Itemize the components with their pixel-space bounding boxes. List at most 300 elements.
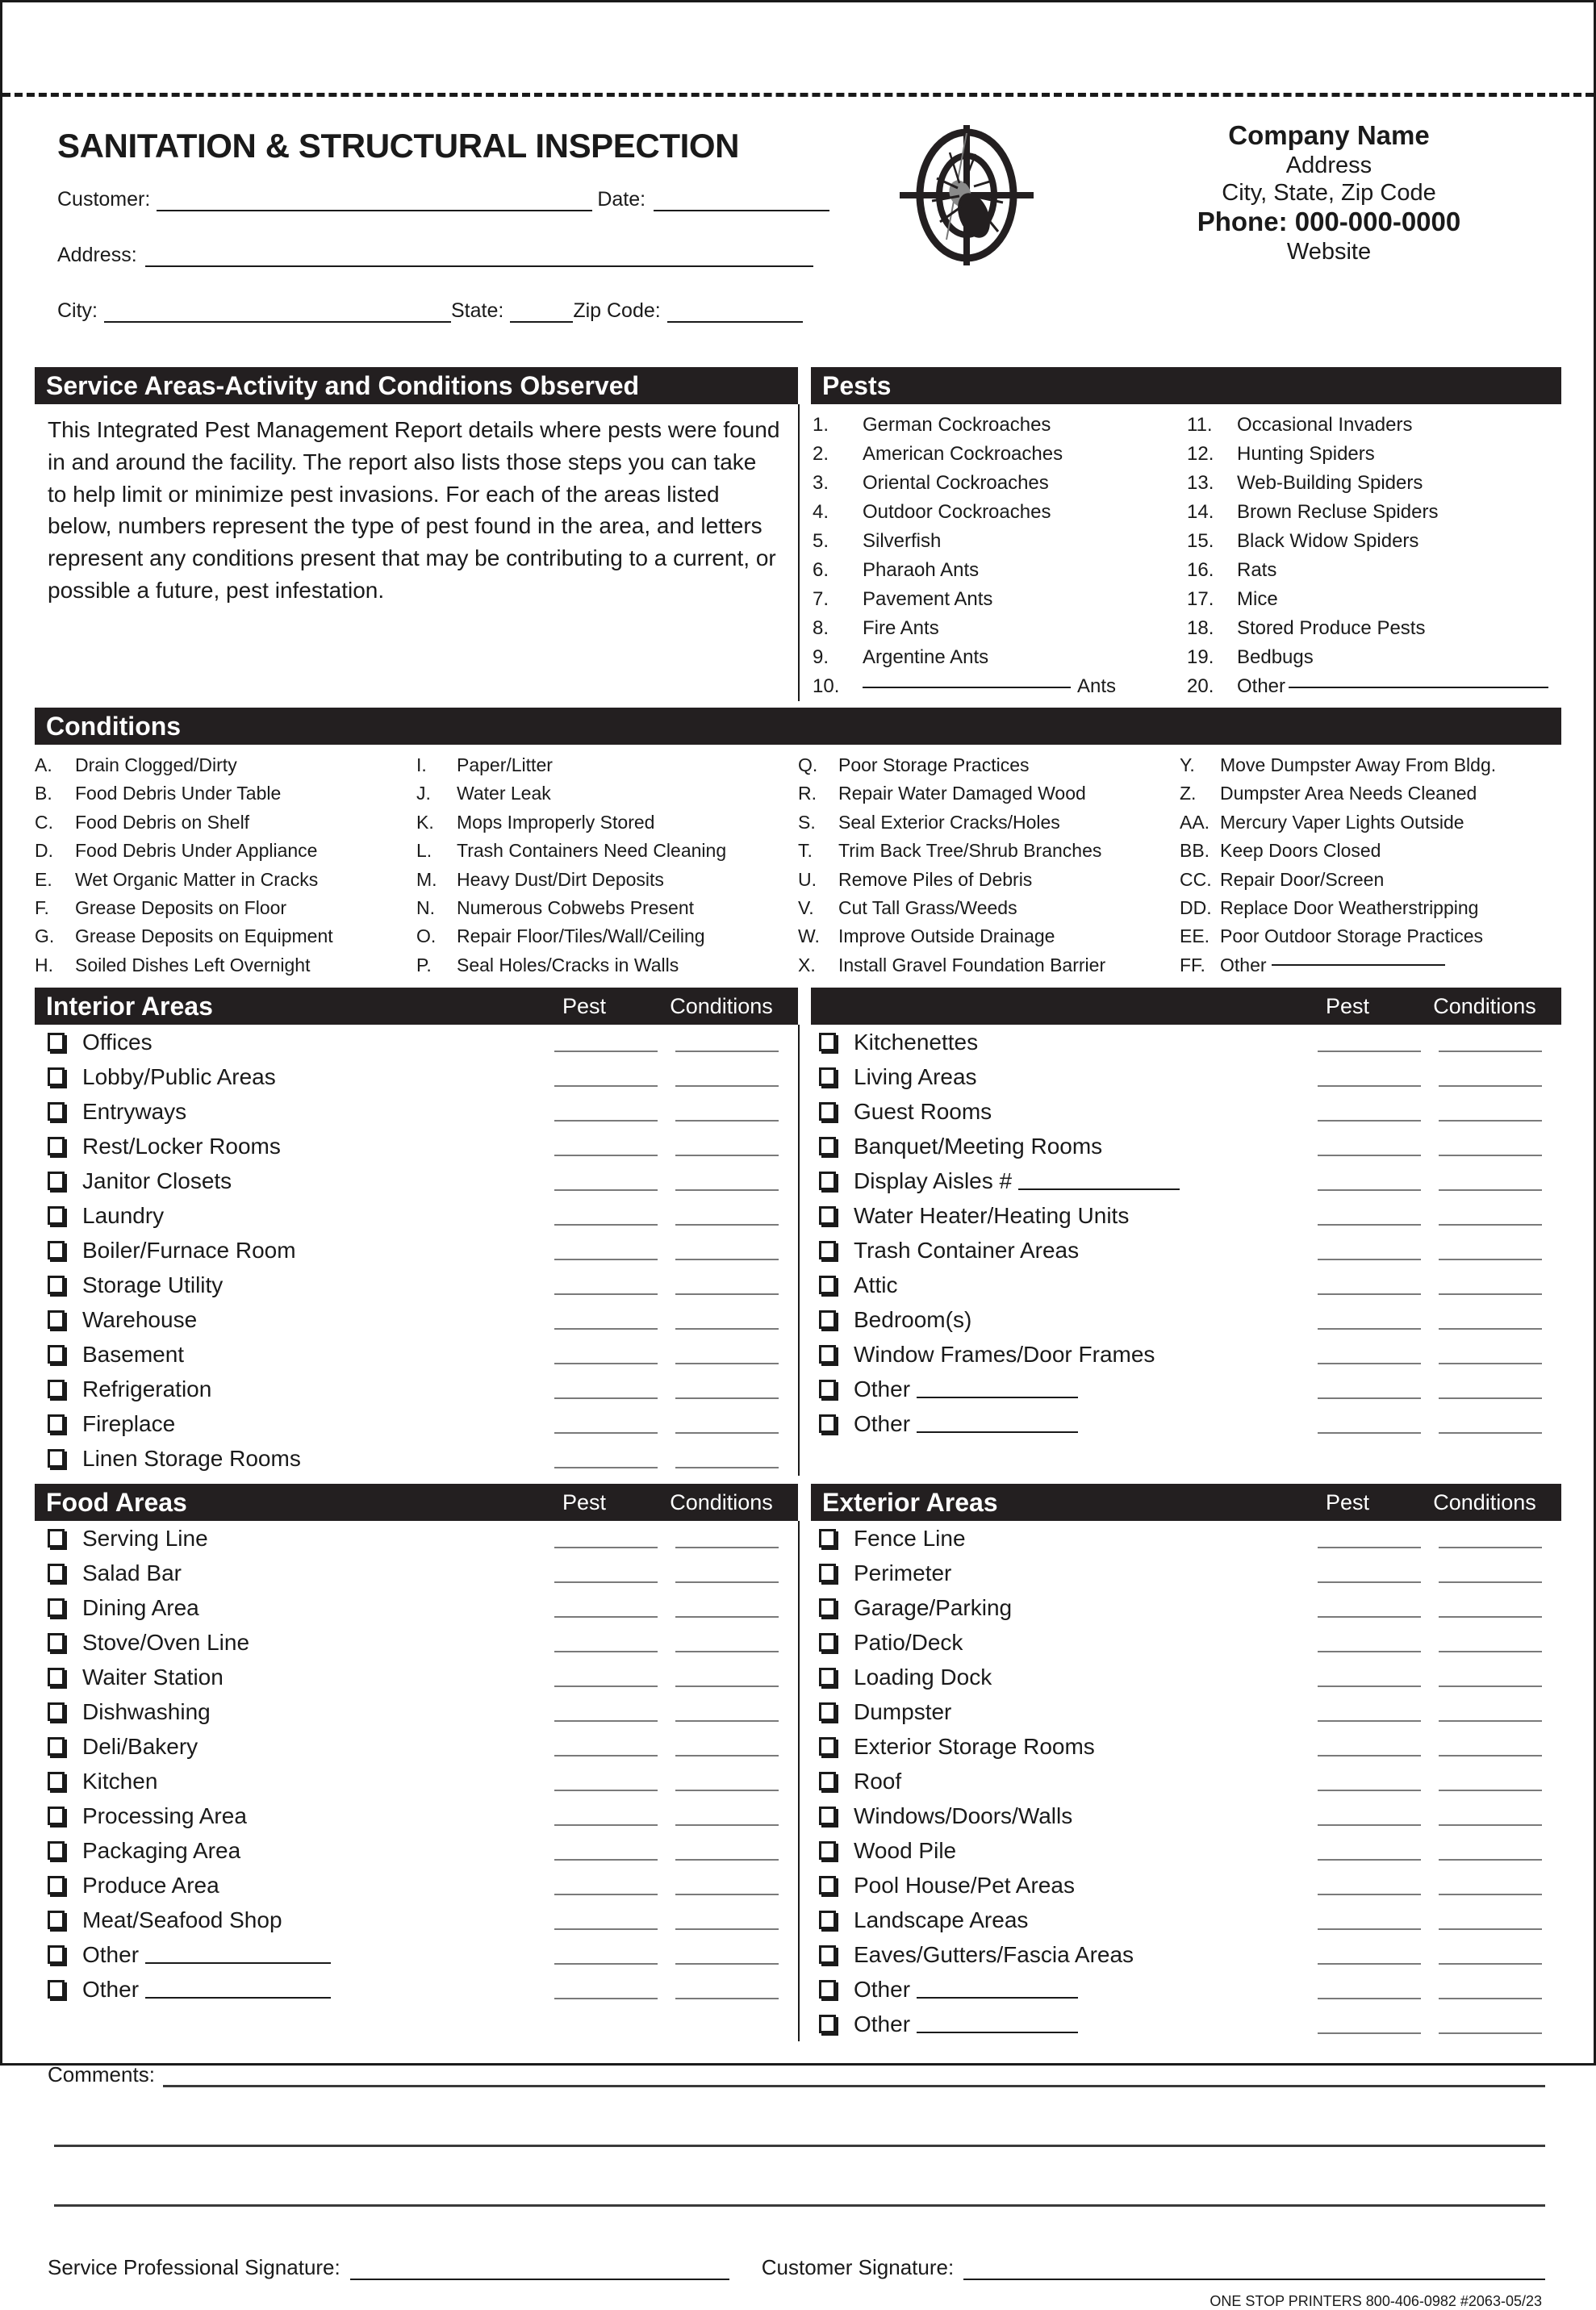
conditions-entry-input[interactable] [1439,1310,1542,1330]
area-row[interactable] [35,1798,798,1833]
condition-letter: R. [798,783,817,804]
pest-entry-input[interactable] [554,1911,658,1930]
checkbox-icon[interactable] [819,1598,836,1617]
area-row[interactable] [806,1903,1561,1937]
conditions-entry-input[interactable] [675,1206,779,1226]
area-row[interactable] [35,1694,798,1729]
address-input[interactable] [145,246,813,267]
company-phone: Phone: 000-000-0000 [1197,207,1461,237]
condition-label: Trash Containers Need Cleaning [457,840,727,862]
area-row[interactable] [35,1729,798,1764]
checkbox-icon[interactable] [48,1033,65,1051]
pest-label: Other [1237,675,1286,697]
comments-line-1[interactable] [163,2068,1545,2087]
conditions-entry-input[interactable] [675,1737,779,1757]
conditions-entry-input[interactable] [1439,1414,1542,1434]
area-row[interactable] [35,1059,798,1094]
conditions-entry-input[interactable] [1439,1276,1542,1295]
area-other-input[interactable] [1018,1172,1180,1190]
condition-label: Replace Door Weatherstripping [1220,897,1479,919]
area-row[interactable] [35,1372,798,1406]
pest-item [1187,440,1561,469]
checkbox-icon[interactable] [819,1172,836,1190]
pest-entry-input[interactable] [1318,1772,1421,1791]
area-row[interactable] [806,1694,1561,1729]
pest-number: 3. [813,472,829,494]
conditions-entry-input[interactable] [1439,1772,1542,1791]
conditions-entry-input[interactable] [675,1172,779,1191]
area-row[interactable] [35,1129,798,1163]
checkbox-icon[interactable] [48,1449,65,1468]
conditions-entry-input[interactable] [1439,1564,1542,1583]
pest-entry-input[interactable] [1318,1380,1421,1399]
area-row[interactable] [806,1625,1561,1660]
conditions-entry-input[interactable] [675,1876,779,1895]
pest-number: 2. [813,443,829,465]
conditions-entry-input[interactable] [675,1529,779,1548]
conditions-entry-input[interactable] [1439,1876,1542,1895]
conditions-entry-input[interactable] [675,1102,779,1122]
form-header [35,112,1561,362]
pest-entry-input[interactable] [1318,1033,1421,1052]
pest-entry-input[interactable] [1318,1206,1421,1226]
pest-entry-input[interactable] [1318,1067,1421,1087]
condition-other-input[interactable] [1272,951,1445,966]
food-areas-list [35,1521,798,2041]
condition-letter: B. [35,783,52,804]
area-row[interactable] [806,1129,1561,1163]
pest-entry-input[interactable] [1318,1241,1421,1260]
conditions-entry-input[interactable] [1439,1241,1542,1260]
conditions-entry-input[interactable] [1439,1380,1542,1399]
area-other-input[interactable] [145,1981,331,1999]
checkbox-icon[interactable] [48,1702,65,1721]
service-signature-input[interactable] [350,2259,729,2280]
customer-signature-input[interactable] [963,2259,1545,2280]
conditions-entry-input[interactable] [1439,1668,1542,1687]
area-row[interactable] [806,1556,1561,1590]
checkbox-icon[interactable] [48,1529,65,1548]
conditions-entry-input[interactable] [675,1310,779,1330]
pest-entry-input[interactable] [1318,1633,1421,1652]
pest-entry-input[interactable] [554,1102,658,1122]
area-row[interactable] [806,1972,1561,2007]
pest-entry-input[interactable] [554,1980,658,1999]
condition-label: Poor Outdoor Storage Practices [1220,925,1483,947]
pest-entry-input[interactable] [1318,1945,1421,1965]
checkbox-icon[interactable] [48,1633,65,1652]
pest-entry-input[interactable] [554,1945,658,1965]
condition-item [35,751,416,779]
city-label: City: [57,299,98,322]
conditions-entry-input[interactable] [1439,1206,1542,1226]
area-row[interactable] [35,1590,798,1625]
area-row[interactable] [35,1302,798,1337]
pest-entry-input[interactable] [1318,2015,1421,2034]
area-label: Waiter Station [82,1664,224,1690]
area-row[interactable] [35,1198,798,1233]
area-row[interactable] [806,1590,1561,1625]
pest-entry-input[interactable] [554,1702,658,1722]
pest-entry-input[interactable] [554,1668,658,1687]
pest-entry-input[interactable] [554,1380,658,1399]
condition-item [416,837,798,865]
area-row[interactable] [806,1198,1561,1233]
conditions-entry-input[interactable] [1439,1598,1542,1618]
checkbox-icon[interactable] [48,1807,65,1825]
conditions-entry-input[interactable] [675,1598,779,1618]
pest-other-input[interactable] [1289,672,1548,688]
area-row[interactable] [35,1764,798,1798]
checkbox-icon[interactable] [48,1172,65,1190]
conditions-entry-input[interactable] [675,1668,779,1687]
conditions-entry-input[interactable] [1439,1807,1542,1826]
area-row[interactable] [806,1833,1561,1868]
pest-entry-input[interactable] [554,1772,658,1791]
area-row[interactable] [35,1233,798,1268]
conditions-entry-input[interactable] [1439,1945,1542,1965]
area-row[interactable] [35,1163,798,1198]
checkbox-icon[interactable] [819,1414,836,1433]
conditions-entry-input[interactable] [675,1807,779,1826]
pest-entry-input[interactable] [554,1841,658,1861]
checkbox-icon[interactable] [819,1564,836,1582]
pest-item [813,440,1187,469]
checkbox-icon[interactable] [819,1876,836,1894]
pest-item [813,614,1187,643]
conditions-entry-input[interactable] [1439,1529,1542,1548]
checkbox-icon[interactable] [48,1067,65,1086]
area-row[interactable] [35,1903,798,1937]
area-row[interactable] [35,1337,798,1372]
pest-label: Hunting Spiders [1237,443,1375,465]
conditions-entry-input[interactable] [675,1414,779,1434]
conditions-entry-input[interactable] [675,1380,779,1399]
conditions-heading: Conditions [35,708,1561,745]
checkbox-icon[interactable] [48,1414,65,1433]
checkbox-icon[interactable] [48,1876,65,1894]
pest-number: 6. [813,559,829,581]
pest-entry-input[interactable] [1318,1911,1421,1930]
condition-letter: BB. [1180,840,1210,862]
area-row[interactable] [806,1729,1561,1764]
checkbox-icon[interactable] [819,1310,836,1329]
pest-label: Occasional Invaders [1237,414,1413,436]
conditions-entry-input[interactable] [1439,1702,1542,1722]
conditions-entry-input[interactable] [1439,1172,1542,1191]
date-input[interactable] [654,190,829,211]
customer-input[interactable] [157,190,592,211]
pest-label: Stored Produce Pests [1237,617,1426,639]
condition-letter: M. [416,868,437,890]
customer-signature-label: Customer Signature: [761,2255,955,2280]
conditions-entry-input[interactable] [675,1911,779,1930]
area-row[interactable] [35,1025,798,1059]
area-label: Storage Utility [82,1272,224,1297]
pest-other-input[interactable] [863,672,1071,688]
condition-label: Poor Storage Practices [838,754,1030,775]
area-row[interactable] [806,1094,1561,1129]
pest-entry-input[interactable] [1318,1980,1421,1999]
pest-label: Oriental Cockroaches [863,472,1049,494]
area-row[interactable] [35,1441,798,1476]
area-other-input[interactable] [917,2016,1078,2033]
pest-entry-input[interactable] [554,1172,658,1191]
conditions-entry-input[interactable] [1439,1345,1542,1364]
area-row[interactable] [806,1337,1561,1372]
pest-entry-input[interactable] [554,1449,658,1468]
pest-entry-input[interactable] [1318,1137,1421,1156]
pest-label: Mice [1237,588,1278,610]
pest-label: Bedbugs [1237,646,1314,668]
pest-entry-input[interactable] [554,1033,658,1052]
area-row[interactable] [35,1868,798,1903]
pest-item [813,672,1187,701]
area-row[interactable] [35,1937,798,1972]
pest-entry-input[interactable] [1318,1807,1421,1826]
pest-item [813,469,1187,498]
pest-entry-input[interactable] [554,1598,658,1618]
checkbox-icon[interactable] [819,1102,836,1121]
pest-number: 10. [813,675,840,697]
pest-entry-input[interactable] [554,1876,658,1895]
area-other-input[interactable] [145,1946,331,1964]
area-label: Roof [854,1768,902,1794]
conditions-entry-input[interactable] [1439,1980,1542,1999]
area-row[interactable] [35,1625,798,1660]
pest-entry-input[interactable] [1318,1414,1421,1434]
condition-item [416,751,798,779]
condition-item [35,894,416,922]
pest-entry-input[interactable] [1318,1102,1421,1122]
conditions-entry-input[interactable] [675,1841,779,1861]
pest-entry-input[interactable] [1318,1702,1421,1722]
area-row[interactable] [806,1937,1561,1972]
area-other-input[interactable] [917,1415,1078,1433]
checkbox-icon[interactable] [48,1772,65,1790]
pest-entry-input[interactable] [1318,1876,1421,1895]
condition-item [798,837,1180,865]
conditions-entry-input[interactable] [675,1702,779,1722]
area-row[interactable] [806,1025,1561,1059]
checkbox-icon[interactable] [819,1911,836,1929]
pest-entry-input[interactable] [554,1414,658,1434]
pest-entry-input[interactable] [554,1807,658,1826]
checkbox-icon[interactable] [819,1206,836,1225]
zip-label: Zip Code: [573,299,661,322]
area-row[interactable] [35,1406,798,1441]
conditions-entry-input[interactable] [675,1564,779,1583]
area-row[interactable] [806,1798,1561,1833]
checkbox-icon[interactable] [819,1067,836,1086]
page-title: SANITATION & STRUCTURAL INSPECTION [57,127,740,165]
conditions-entry-input[interactable] [675,1772,779,1791]
pest-entry-input[interactable] [1318,1310,1421,1330]
checkbox-icon[interactable] [48,1102,65,1121]
pest-entry-input[interactable] [1318,1276,1421,1295]
conditions-entry-input[interactable] [675,1276,779,1295]
conditions-entry-input[interactable] [675,1067,779,1087]
area-label: Offices [82,1029,152,1055]
area-row[interactable] [806,1764,1561,1798]
conditions-entry-input[interactable] [675,1137,779,1156]
checkbox-icon[interactable] [48,1598,65,1617]
pest-entry-input[interactable] [1318,1529,1421,1548]
checkbox-icon[interactable] [48,1137,65,1155]
checkbox-icon[interactable] [48,1737,65,1756]
condition-letter: CC. [1180,868,1212,890]
service-pests-body [35,404,1561,701]
pest-entry-input[interactable] [554,1345,658,1364]
pest-entry-input[interactable] [1318,1668,1421,1687]
checkbox-icon[interactable] [819,1772,836,1790]
pest-entry-input[interactable] [1318,1598,1421,1618]
checkbox-icon[interactable] [819,1380,836,1398]
area-other-input[interactable] [917,1981,1078,1999]
condition-letter: L. [416,840,432,862]
area-label: Banquet/Meeting Rooms [854,1133,1103,1159]
checkbox-icon[interactable] [819,2015,836,2033]
conditions-entry-input[interactable] [1439,1033,1542,1052]
area-label: Attic [854,1272,898,1297]
checkbox-icon[interactable] [819,1345,836,1364]
checkbox-icon[interactable] [819,1945,836,1964]
checkbox-icon[interactable] [819,1033,836,1051]
interior-left-conditions-col: Conditions [670,993,773,1018]
zip-input[interactable] [667,302,803,323]
pest-item [813,585,1187,614]
conditions-column-3 [798,751,1180,980]
food-exterior-header-bar [35,1484,1561,1521]
area-row[interactable] [35,1521,798,1556]
pest-label: Outdoor Cockroaches [863,501,1051,523]
condition-letter: G. [35,925,55,947]
comments-line-2[interactable] [54,2087,1545,2147]
pest-entry-input[interactable] [554,1067,658,1087]
conditions-entry-input[interactable] [1439,1633,1542,1652]
checkbox-icon[interactable] [48,1841,65,1860]
checkbox-icon[interactable] [48,1345,65,1364]
pest-entry-input[interactable] [554,1276,658,1295]
checkbox-icon[interactable] [48,1564,65,1582]
area-row[interactable] [806,1233,1561,1268]
pest-entry-input[interactable] [1318,1841,1421,1861]
area-row[interactable] [806,1660,1561,1694]
conditions-entry-input[interactable] [675,1945,779,1965]
conditions-entry-input[interactable] [675,1345,779,1364]
pest-entry-input[interactable] [1318,1172,1421,1191]
area-row[interactable] [35,1972,798,2007]
checkbox-icon[interactable] [48,1206,65,1225]
condition-label: Keep Doors Closed [1220,840,1381,862]
pest-entry-input[interactable] [554,1206,658,1226]
city-input[interactable] [104,302,451,323]
pest-entry-input[interactable] [554,1737,658,1757]
conditions-entry-input[interactable] [675,1241,779,1260]
area-row[interactable] [35,1833,798,1868]
area-row[interactable] [35,1660,798,1694]
area-row[interactable] [806,1268,1561,1302]
conditions-entry-input[interactable] [1439,1067,1542,1087]
checkbox-icon[interactable] [819,1668,836,1686]
condition-letter: O. [416,925,437,947]
checkbox-icon[interactable] [819,1702,836,1721]
pest-entry-input[interactable] [554,1564,658,1583]
checkbox-icon[interactable] [819,1980,836,1999]
condition-letter: DD. [1180,897,1212,919]
area-row[interactable] [35,1268,798,1302]
checkbox-icon[interactable] [48,1276,65,1294]
checkbox-icon[interactable] [819,1737,836,1756]
area-row[interactable] [35,1556,798,1590]
pest-entry-input[interactable] [1318,1564,1421,1583]
checkbox-icon[interactable] [48,1310,65,1329]
conditions-entry-input[interactable] [1439,1841,1542,1861]
checkbox-icon[interactable] [819,1807,836,1825]
pest-entry-input[interactable] [554,1529,658,1548]
comments-line-3[interactable] [54,2147,1545,2207]
area-row[interactable] [806,1868,1561,1903]
condition-letter: EE. [1180,925,1210,947]
pest-entry-input[interactable] [1318,1737,1421,1757]
checkbox-icon[interactable] [48,1980,65,1999]
area-row[interactable] [806,1059,1561,1094]
checkbox-icon[interactable] [48,1945,65,1964]
checkbox-icon[interactable] [819,1841,836,1860]
conditions-entry-input[interactable] [1439,1737,1542,1757]
checkbox-icon[interactable] [819,1529,836,1548]
area-row[interactable] [806,1163,1561,1198]
conditions-entry-input[interactable] [1439,1911,1542,1930]
area-row[interactable] [806,1372,1561,1406]
checkbox-icon[interactable] [819,1276,836,1294]
condition-item [798,866,1180,894]
area-other-input[interactable] [917,1381,1078,1398]
pest-number: 15. [1187,530,1214,552]
checkbox-icon[interactable] [819,1241,836,1259]
checkbox-icon[interactable] [819,1137,836,1155]
pest-entry-input[interactable] [554,1633,658,1652]
state-input[interactable] [510,302,573,323]
checkbox-icon[interactable] [48,1241,65,1259]
checkbox-icon[interactable] [48,1380,65,1398]
conditions-entry-input[interactable] [1439,2015,1542,2034]
conditions-entry-input[interactable] [675,1033,779,1052]
checkbox-icon[interactable] [819,1633,836,1652]
pest-entry-input[interactable] [1318,1345,1421,1364]
area-row[interactable] [806,1406,1561,1441]
conditions-entry-input[interactable] [675,1449,779,1468]
conditions-entry-input[interactable] [675,1980,779,1999]
conditions-entry-input[interactable] [1439,1102,1542,1122]
area-row[interactable] [806,2007,1561,2041]
conditions-entry-input[interactable] [1439,1137,1542,1156]
condition-letter: Z. [1180,783,1197,804]
pest-entry-input[interactable] [554,1310,658,1330]
checkbox-icon[interactable] [48,1668,65,1686]
area-row[interactable] [806,1521,1561,1556]
area-row[interactable] [35,1094,798,1129]
condition-item [1180,951,1561,980]
pest-entry-input[interactable] [554,1241,658,1260]
area-row[interactable] [806,1302,1561,1337]
pest-entry-input[interactable] [554,1137,658,1156]
area-label: Other [854,1376,911,1401]
conditions-column-4 [1180,751,1561,980]
condition-letter: D. [35,840,53,862]
checkbox-icon[interactable] [48,1911,65,1929]
conditions-entry-input[interactable] [675,1633,779,1652]
